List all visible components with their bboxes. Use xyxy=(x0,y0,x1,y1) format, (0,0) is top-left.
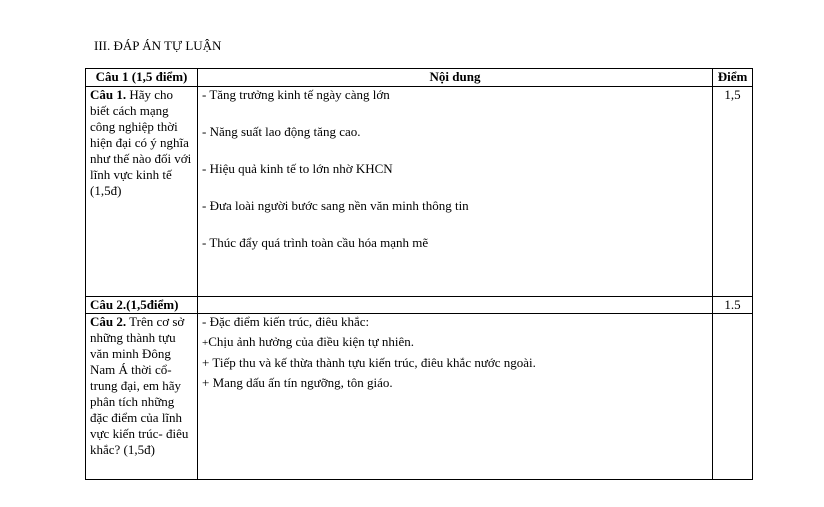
table-header-row xyxy=(86,69,753,87)
question-1-answer xyxy=(198,87,713,297)
answer-1-bullet: - Thúc đẩy quá trình toàn cầu hóa mạnh mẽ xyxy=(202,235,429,250)
header-content: Nội dung xyxy=(198,69,713,87)
section-2-score: 1.5 xyxy=(713,297,753,314)
answer-2-line: + Tiếp thu và kế thừa thành tựu kiến trúc, điêu khắc nước ngoài. xyxy=(202,355,536,370)
question-1-label: Câu 1. xyxy=(90,87,127,102)
section-2-title: Câu 2.(1,5điểm) xyxy=(86,297,198,314)
question-1-row xyxy=(86,87,753,297)
answer-2-line-text: Chịu ảnh hưởng của điều kiện tự nhiên. xyxy=(208,334,415,349)
answer-2-line: + Mang dấu ấn tín ngưỡng, tôn giáo. xyxy=(202,375,393,390)
answer-2-line xyxy=(202,334,708,351)
answer-1-bullet: - Năng suất lao động tăng cao. xyxy=(202,124,361,139)
question-2-answer xyxy=(198,314,713,480)
question-2-label: Câu 2. xyxy=(90,314,127,329)
answer-1-bullet: - Đưa loài người bước sang nền văn minh thông tin xyxy=(202,198,469,213)
question-1-cell xyxy=(86,87,198,297)
section-heading: III. ĐÁP ÁN TỰ LUẬN xyxy=(94,38,222,53)
answer-1-bullet: - Tăng trưởng kinh tế ngày càng lớn xyxy=(202,87,390,102)
question-2-row xyxy=(86,314,753,480)
plus-mark: + xyxy=(202,337,209,349)
header-score: Điểm xyxy=(713,69,753,87)
question-2-score xyxy=(713,314,753,480)
question-1-score: 1,5 xyxy=(713,87,753,297)
answer-table xyxy=(85,68,753,480)
section-2-empty xyxy=(198,297,713,314)
section-2-row xyxy=(86,297,753,314)
question-2-cell xyxy=(86,314,198,480)
answer-1-bullet: - Hiệu quả kinh tế to lớn nhờ KHCN xyxy=(202,161,393,176)
question-1-text: Hãy cho biết cách mạng công nghiệp thời hiện đại có ý nghĩa như thế nào đối với lĩnh vực kinh tế (1,5đ) xyxy=(90,87,192,198)
answer-2-line: - Đặc điểm kiến trúc, điêu khắc: xyxy=(202,314,370,329)
header-question: Câu 1 (1,5 điểm) xyxy=(86,69,198,87)
question-2-text: Trên cơ sở những thành tựu văn minh Đông Nam Á thời cổ- trung đại, em hãy phân tích những đặc điểm của lĩnh vực kiến trúc- điêu khắc? (1,5đ) xyxy=(90,314,189,457)
